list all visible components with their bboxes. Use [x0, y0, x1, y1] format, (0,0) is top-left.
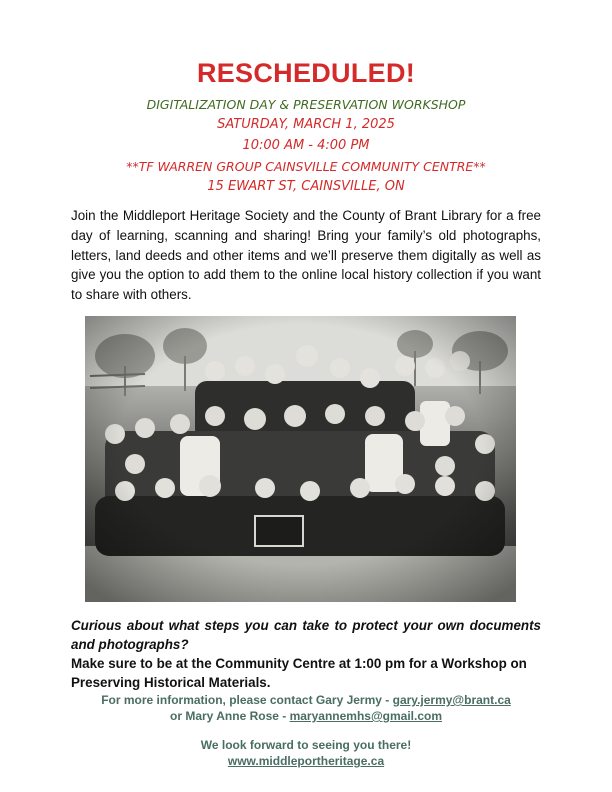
contact-mary-label: or Mary Anne Rose -	[170, 709, 290, 723]
event-time: 10:00 AM - 4:00 PM	[242, 138, 370, 153]
website-link-row	[0, 754, 612, 768]
gary-email-link[interactable]: gary.jermy@brant.ca	[392, 693, 511, 707]
curious-question: Curious about what steps you can take to protect your own documents and photographs?	[71, 618, 541, 652]
contact-line-mary	[0, 709, 612, 723]
website-link[interactable]: www.middleportheritage.ca	[227, 754, 385, 768]
contact-line-gary	[0, 693, 612, 707]
event-title: DIGITALIZATION DAY & PRESERVATION WORKSHOP	[146, 97, 466, 112]
mary-email-link[interactable]: maryannemhs@gmail.com	[289, 709, 442, 723]
event-venue: **TF WARREN GROUP CAINSVILLE COMMUNITY CENTRE**	[126, 159, 486, 174]
closing-message: We look forward to seeing you there!	[200, 738, 412, 752]
workshop-note: Make sure to be at the Community Centre at 1:00 pm for a Workshop on Preserving Historical Materials.	[71, 656, 527, 690]
contact-gary-label: For more information, please contact Gary Jermy -	[101, 693, 393, 707]
intro-paragraph: Join the Middleport Heritage Society and the County of Brant Library for a free day of learning, scanning and sharing! Bring your family’s old photographs, letters, land deeds and other items and we’ll preserve them digitally as well as give you the option to add them to the online local history collection if you want to share with others.	[71, 208, 541, 303]
headline: RESCHEDULED!	[196, 58, 416, 88]
event-date: SATURDAY, MARCH 1, 2025	[217, 117, 395, 132]
class-photo-illustration	[85, 316, 516, 602]
historic-class-photo	[85, 316, 516, 602]
event-address: 15 EWART ST, CAINSVILLE, ON	[207, 179, 405, 194]
